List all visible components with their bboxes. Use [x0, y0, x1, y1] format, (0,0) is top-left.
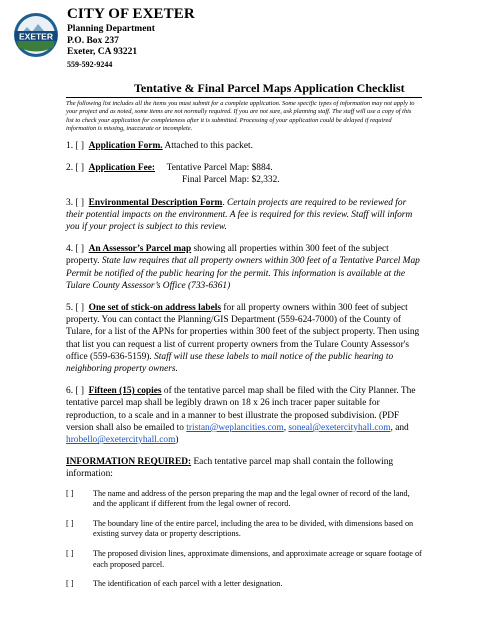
item-checkbox[interactable]: 1. [ ]: [66, 141, 84, 151]
final-fee: Final Parcel Map: $2,332.: [182, 175, 280, 186]
item-checkbox[interactable]: 5. [ ]: [66, 303, 84, 314]
checklist-item-1: [66, 140, 422, 152]
title-divider: [66, 97, 422, 98]
requirement-text: The boundary line of the entire parcel, including the area to be divided, with dimensions based on existing survey data or property descriptions.: [93, 518, 414, 539]
email-link-hrobello[interactable]: hrobello@exetercityhall.com: [66, 435, 176, 446]
checklist-item-4: [66, 243, 422, 292]
requirement-item: [66, 549, 422, 570]
requirement-item: [66, 489, 422, 510]
item-label: Fifteen (15) copies: [88, 386, 162, 397]
document-title: Tentative & Final Parcel Maps Application Checklist: [134, 81, 405, 95]
city-seal-logo: [13, 12, 59, 58]
item-checkbox[interactable]: 6. [ ]: [66, 386, 84, 397]
intro-paragraph: The following list includes all the items you must submit for a complete application. Some specific types of information may not apply to your project and as noted, some items are not normally required. If you are not sure, ask planning staff. The staff will use a copy of this list to check your application for completeness after it is submitted. Processing of your application could be delayed if required information is missing, inaccurate or incomplete.: [66, 100, 415, 133]
phone-number: 559-592-9244: [67, 59, 113, 69]
requirement-text: The proposed division lines, approximate dimensions, and approximate acreage or square footage of each proposed parcel.: [93, 549, 422, 569]
item-note: Certain projects are required to be reviewed for their potential impacts on the environment. A fee is required for this review. Staff will inform you if your project is subject to this review.: [66, 197, 413, 233]
po-box: P.O. Box 237: [67, 35, 119, 46]
letterhead: [67, 7, 195, 69]
requirement-checkbox[interactable]: [ ]: [66, 549, 74, 559]
item-label: An Assessor’s Parcel map: [88, 244, 192, 255]
item-checkbox[interactable]: 2. [ ]: [66, 163, 84, 174]
closing-paren: ): [175, 435, 179, 446]
requirement-text: The name and address of the person preparing the map and the legal owner of record of the land, and the applicant if different from the legal owner of record.: [93, 488, 410, 509]
checklist-item-6: [66, 385, 422, 446]
separator: , and: [390, 422, 409, 433]
checklist-item-3: [66, 197, 422, 234]
checklist: [66, 140, 422, 599]
item-text: of the tentative parcel map shall be filed with the City Planner. The tentative parcel map shall be legibly drawn on 18 x 26 inch tracer paper suitable for reproduction, to a scale and in a manner to best illustrate the proposed subdivision. (PDF version shall also be emailed to: [66, 386, 416, 433]
item-label: Application Fee:: [88, 163, 156, 174]
section-heading: INFORMATION REQUIRED:: [66, 457, 192, 468]
email-link-soneal[interactable]: soneal@exetercityhall.com: [288, 422, 391, 433]
city-state-zip: Exeter, CA 93221: [67, 47, 138, 57]
requirement-item: [66, 519, 422, 540]
department-name: Planning Department: [67, 24, 155, 34]
checklist-item-2: [66, 162, 422, 186]
item-note: State law requires that all property owners within 300 feet of a Tentative Parcel Map Permit be notified of the public hearing for the permit. This information is available at the Tulare County Assessor’s Office (733-6361): [66, 256, 420, 291]
item-note: Staff will use these labels to mail notice of the public hearing to neighboring property owners.: [66, 351, 394, 375]
item-label: One set of stick-on address labels: [88, 303, 222, 314]
section-text: Each tentative parcel map shall contain the following information:: [66, 457, 394, 480]
item-checkbox[interactable]: 3. [ ]: [66, 197, 84, 208]
item-text: for all property owners within 300 feet of subject property. You can contact the Planning/GIS Department (559-624-7000) of the County of Tulare, for a list of the APNs for properties within 300 feet of the subject property. Then using that list you can request a list of current property owners from the Tulare County Assessor's office (559-636-5159).: [66, 303, 420, 362]
item-label: Application Form.: [88, 141, 163, 151]
information-required: [66, 456, 422, 480]
item-text: Attached to this packet.: [162, 141, 253, 151]
checklist-item-5: [66, 302, 422, 375]
requirement-checkbox[interactable]: [ ]: [66, 488, 74, 498]
tentative-fee: Tentative Parcel Map: $884.: [166, 163, 273, 174]
item-text: showing all properties within 300 feet of the subject property.: [66, 244, 389, 267]
item-text: .: [222, 197, 228, 208]
requirement-checkbox[interactable]: [ ]: [66, 518, 74, 528]
svg-text:EXETER: EXETER: [18, 31, 54, 42]
item-checkbox[interactable]: 4. [ ]: [66, 244, 84, 255]
city-name: CITY OF EXETER: [67, 6, 195, 22]
requirement-checkbox[interactable]: [ ]: [66, 579, 74, 589]
item-label: Environmental Description Form: [88, 197, 223, 208]
requirement-text: The identification of each parcel with a letter designation.: [93, 579, 283, 589]
requirement-item: [66, 579, 422, 590]
separator: ,: [283, 422, 289, 433]
email-link-tristan[interactable]: tristan@weplancities.com: [186, 422, 284, 433]
